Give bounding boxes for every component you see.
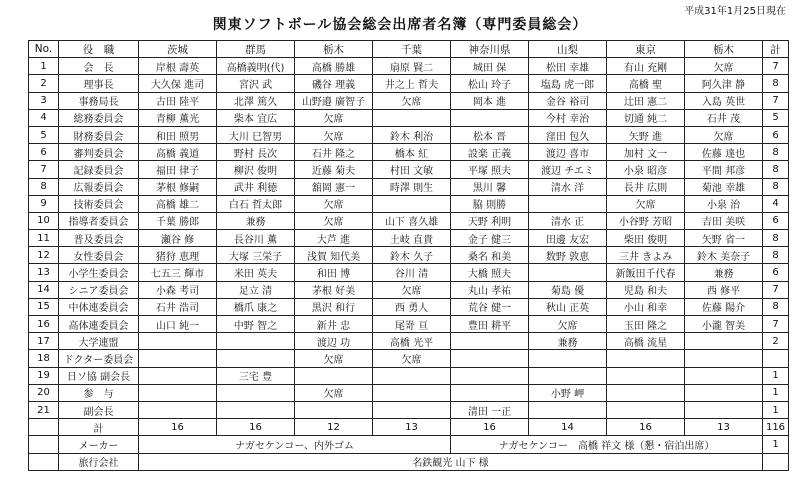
row-number: 18 [29, 350, 59, 367]
table-row [29, 109, 789, 126]
name-cell: 有山 充剛 [607, 58, 685, 75]
table-row [29, 126, 789, 143]
name-cell: 近藤 菊夫 [295, 161, 373, 178]
role-cell: 技術委員会 [59, 195, 139, 212]
name-cell: 茅根 修嗣 [139, 178, 217, 195]
sum-label: 計 [59, 419, 139, 436]
header-cell: 神奈川県 [451, 41, 529, 58]
name-cell: 時澤 則生 [373, 178, 451, 195]
name-cell [217, 350, 295, 367]
role-cell: 審判委員会 [59, 144, 139, 161]
name-cell [139, 367, 217, 384]
name-cell: 阿久津 静 [685, 75, 763, 92]
name-cell: 天野 利明 [451, 212, 529, 229]
name-cell [685, 384, 763, 401]
name-cell: 大橋 照夫 [451, 264, 529, 281]
name-cell: 村田 文敏 [373, 161, 451, 178]
name-cell: 兼務 [529, 333, 607, 350]
maker-left: ナガセケンコー、内外ゴム [139, 436, 451, 453]
name-cell: 金谷 裕司 [529, 92, 607, 109]
header-cell: 計 [763, 41, 789, 58]
table-row [29, 281, 789, 298]
name-cell [451, 333, 529, 350]
name-cell: 橋本 紅 [373, 144, 451, 161]
name-cell: 欠席 [529, 316, 607, 333]
name-cell: 山口 純一 [139, 316, 217, 333]
name-cell [529, 195, 607, 212]
table-row [29, 401, 789, 418]
name-cell [139, 384, 217, 401]
name-cell: 高橋 流星 [607, 333, 685, 350]
row-total: 8 [763, 230, 789, 247]
table-row [29, 264, 789, 281]
table-row [29, 92, 789, 109]
name-cell [217, 384, 295, 401]
name-cell: 黒川 馨 [451, 178, 529, 195]
name-cell: 高橋 勝雄 [295, 58, 373, 75]
table-row [29, 75, 789, 92]
name-cell: 渡辺 喜市 [529, 144, 607, 161]
role-cell: 記録委員会 [59, 161, 139, 178]
name-cell [685, 333, 763, 350]
row-total: 6 [763, 212, 789, 229]
header-row [29, 41, 789, 58]
name-cell [373, 109, 451, 126]
table-row [29, 316, 789, 333]
name-cell [217, 333, 295, 350]
name-cell: 豊田 耕平 [451, 316, 529, 333]
row-total: 6 [763, 126, 789, 143]
name-cell: 清田 一正 [451, 401, 529, 418]
travel-total [763, 453, 789, 470]
row-total: 5 [763, 109, 789, 126]
name-cell: 玉田 隆之 [607, 316, 685, 333]
name-cell [607, 350, 685, 367]
row-number: 3 [29, 92, 59, 109]
row-number: 13 [29, 264, 59, 281]
row-number: 10 [29, 212, 59, 229]
name-cell: 和田 博 [295, 264, 373, 281]
row-number: 6 [29, 144, 59, 161]
name-cell: 切通 純二 [607, 109, 685, 126]
name-cell: 桑名 和美 [451, 247, 529, 264]
name-cell [529, 264, 607, 281]
row-number: 15 [29, 298, 59, 315]
row-number: 11 [29, 230, 59, 247]
sum-cell: 16 [217, 419, 295, 436]
name-cell: 佐藤 達也 [685, 144, 763, 161]
name-cell: 高橋 聖 [607, 75, 685, 92]
name-cell [373, 401, 451, 418]
name-cell: 浅賀 知代美 [295, 247, 373, 264]
name-cell [451, 350, 529, 367]
name-cell: 児島 和夫 [607, 281, 685, 298]
name-cell: 大芦 進 [295, 230, 373, 247]
name-cell: 長井 広則 [607, 178, 685, 195]
name-cell: 石井 浩司 [139, 298, 217, 315]
table-row [29, 367, 789, 384]
name-cell: 設楽 正義 [451, 144, 529, 161]
row-total: 1 [763, 367, 789, 384]
name-cell: 柴本 宜広 [217, 109, 295, 126]
name-cell: 加村 文一 [607, 144, 685, 161]
header-cell: 栃木 [295, 41, 373, 58]
name-cell: 大久保 進司 [139, 75, 217, 92]
table-row [29, 58, 789, 75]
attendee-table [28, 40, 789, 471]
name-cell: 平間 邦彦 [685, 161, 763, 178]
table-row [29, 350, 789, 367]
row-total: 1 [763, 401, 789, 418]
name-cell: 辻田 憲二 [607, 92, 685, 109]
role-cell: 女性委員会 [59, 247, 139, 264]
name-cell: 米田 英夫 [217, 264, 295, 281]
name-cell: 金子 健三 [451, 230, 529, 247]
name-cell: 欠席 [685, 126, 763, 143]
name-cell [373, 367, 451, 384]
name-cell: 茅根 好美 [295, 281, 373, 298]
row-total: 8 [763, 298, 789, 315]
role-cell: 広報委員会 [59, 178, 139, 195]
row-total: 6 [763, 264, 789, 281]
row-total [763, 350, 789, 367]
name-cell: 白石 哲太郎 [217, 195, 295, 212]
name-cell [607, 384, 685, 401]
name-cell: 山下 喜久雄 [373, 212, 451, 229]
name-cell: 新井 忠 [295, 316, 373, 333]
row-number: 1 [29, 58, 59, 75]
name-cell: 矢野 省一 [685, 230, 763, 247]
table-row [29, 384, 789, 401]
name-cell: 兼務 [217, 212, 295, 229]
name-cell: 磯谷 理義 [295, 75, 373, 92]
name-cell: 石井 茂 [685, 109, 763, 126]
table-row [29, 298, 789, 315]
name-cell: 塩島 虎一郎 [529, 75, 607, 92]
table-row [29, 212, 789, 229]
travel-value: 名鉄観光 山下 様 [139, 453, 763, 470]
role-cell: 会 長 [59, 58, 139, 75]
table-row [29, 195, 789, 212]
role-cell: 小学生委員会 [59, 264, 139, 281]
document-date: 平成31年1月25日現在 [684, 6, 786, 17]
name-cell: 欠席 [373, 92, 451, 109]
role-cell: 指導者委員会 [59, 212, 139, 229]
row-total: 8 [763, 247, 789, 264]
name-cell [139, 350, 217, 367]
name-cell: 清水 正 [529, 212, 607, 229]
role-cell: 参 与 [59, 384, 139, 401]
maker-label: メーカー [59, 436, 139, 453]
name-cell: 田邊 友宏 [529, 230, 607, 247]
name-cell: 欠席 [685, 58, 763, 75]
sum-cell: 16 [451, 419, 529, 436]
sum-cell: 13 [373, 419, 451, 436]
name-cell: 中野 智之 [217, 316, 295, 333]
name-cell: 足立 清 [217, 281, 295, 298]
name-cell: 猪狩 恵理 [139, 247, 217, 264]
name-cell [451, 384, 529, 401]
name-cell: 丸山 孝祐 [451, 281, 529, 298]
row-number: 20 [29, 384, 59, 401]
row-number: 21 [29, 401, 59, 418]
header-cell: 山梨 [529, 41, 607, 58]
name-cell: 小谷野 芳昭 [607, 212, 685, 229]
row-total: 8 [763, 75, 789, 92]
sum-spacer [29, 419, 59, 436]
name-cell: 大川 巳智男 [217, 126, 295, 143]
table-row [29, 230, 789, 247]
name-cell [295, 367, 373, 384]
name-cell: 尾嵜 亘 [373, 316, 451, 333]
row-total: 2 [763, 333, 789, 350]
table-row [29, 333, 789, 350]
name-cell: 菊島 優 [529, 281, 607, 298]
role-cell: 日ソ協 副会長 [59, 367, 139, 384]
name-cell: 井之上 哲夫 [373, 75, 451, 92]
name-cell: 谷川 清 [373, 264, 451, 281]
row-total: 1 [763, 384, 789, 401]
name-cell: 野村 長次 [217, 144, 295, 161]
name-cell: 西 勇人 [373, 298, 451, 315]
name-cell: 高橋義明(代) [217, 58, 295, 75]
row-number: 5 [29, 126, 59, 143]
name-cell: 三井 きよみ [607, 247, 685, 264]
name-cell: 欠席 [295, 126, 373, 143]
name-cell: 岸根 壽英 [139, 58, 217, 75]
role-cell: 高体連委員会 [59, 316, 139, 333]
name-cell [685, 350, 763, 367]
name-cell: 城田 保 [451, 58, 529, 75]
name-cell: 西 修平 [685, 281, 763, 298]
name-cell: 清水 洋 [529, 178, 607, 195]
table-row [29, 161, 789, 178]
name-cell: 欠席 [295, 212, 373, 229]
name-cell: 黒沢 和行 [295, 298, 373, 315]
name-cell: 古田 陸平 [139, 92, 217, 109]
name-cell: 石井 隆之 [295, 144, 373, 161]
name-cell: 柳沢 俊明 [217, 161, 295, 178]
name-cell: 柴田 俊明 [607, 230, 685, 247]
role-cell: 副会長 [59, 401, 139, 418]
name-cell [295, 401, 373, 418]
name-cell: 矢野 進 [607, 126, 685, 143]
name-cell: 平塚 照夫 [451, 161, 529, 178]
travel-row [29, 453, 789, 470]
name-cell [685, 367, 763, 384]
maker-right: ナガセケンコー 高橋 祥文 様（懇・宿泊出席） [451, 436, 763, 453]
header-cell: No. [29, 41, 59, 58]
name-cell: 山野邉 廣智子 [295, 92, 373, 109]
name-cell: 渡辺 チエミ [529, 161, 607, 178]
name-cell [529, 350, 607, 367]
name-cell [685, 401, 763, 418]
name-cell: 三宅 豊 [217, 367, 295, 384]
row-total: 7 [763, 92, 789, 109]
row-number: 9 [29, 195, 59, 212]
name-cell: 岡本 進 [451, 92, 529, 109]
name-cell: 欠席 [295, 350, 373, 367]
name-cell [607, 367, 685, 384]
role-cell: 総務委員会 [59, 109, 139, 126]
header-cell: 群馬 [217, 41, 295, 58]
role-cell: シニア委員会 [59, 281, 139, 298]
name-cell: 数野 敦恵 [529, 247, 607, 264]
name-cell: 福田 律子 [139, 161, 217, 178]
name-cell: 脇 則勝 [451, 195, 529, 212]
name-cell: 武井 利徳 [217, 178, 295, 195]
row-number: 14 [29, 281, 59, 298]
name-cell: 渡辺 功 [295, 333, 373, 350]
name-cell: 欠席 [373, 350, 451, 367]
name-cell: 大塚 三栄子 [217, 247, 295, 264]
row-total: 8 [763, 161, 789, 178]
name-cell [373, 195, 451, 212]
name-cell: 高橋 雄二 [139, 195, 217, 212]
sum-cell: 14 [529, 419, 607, 436]
name-cell: 鈴木 久子 [373, 247, 451, 264]
row-total: 7 [763, 58, 789, 75]
name-cell: 菊池 幸雄 [685, 178, 763, 195]
role-cell: ドクター委員会 [59, 350, 139, 367]
name-cell [451, 367, 529, 384]
name-cell: 入島 英世 [685, 92, 763, 109]
role-cell: 大学連盟 [59, 333, 139, 350]
role-cell: 理事長 [59, 75, 139, 92]
document-title: 関東ソフトボール協会総会出席者名簿（専門委員総会） [212, 17, 588, 33]
row-total: 7 [763, 281, 789, 298]
maker-total: 1 [763, 436, 789, 453]
name-cell: 兼務 [685, 264, 763, 281]
name-cell: 吉田 美咲 [685, 212, 763, 229]
travel-label: 旅行会社 [59, 453, 139, 470]
table-row [29, 247, 789, 264]
name-cell: 青柳 薫光 [139, 109, 217, 126]
table-row [29, 178, 789, 195]
name-cell: 荒谷 健一 [451, 298, 529, 315]
name-cell [139, 401, 217, 418]
name-cell: 新飯田千代春 [607, 264, 685, 281]
row-total: 7 [763, 316, 789, 333]
name-cell: 七五三 輝市 [139, 264, 217, 281]
name-cell: 橋爪 康之 [217, 298, 295, 315]
name-cell: 欠席 [295, 384, 373, 401]
name-cell [607, 401, 685, 418]
header-cell: 栃木 [685, 41, 763, 58]
sum-cell: 13 [685, 419, 763, 436]
role-cell: 普及委員会 [59, 230, 139, 247]
name-cell: 小山 和幸 [607, 298, 685, 315]
name-cell: 小泉 昭彦 [607, 161, 685, 178]
name-cell: 今村 幸治 [529, 109, 607, 126]
name-cell: 宮沢 武 [217, 75, 295, 92]
name-cell: 小森 考司 [139, 281, 217, 298]
name-cell: 小瀧 智美 [685, 316, 763, 333]
name-cell: 長谷川 薫 [217, 230, 295, 247]
name-cell: 佐藤 陽介 [685, 298, 763, 315]
row-number: 19 [29, 367, 59, 384]
row-number: 12 [29, 247, 59, 264]
row-number: 7 [29, 161, 59, 178]
name-cell: 窪田 包久 [529, 126, 607, 143]
sum-cell: 16 [607, 419, 685, 436]
name-cell: 松本 晋 [451, 126, 529, 143]
row-total: 8 [763, 144, 789, 161]
name-cell: 和田 照男 [139, 126, 217, 143]
sum-total: 116 [763, 419, 789, 436]
name-cell [451, 109, 529, 126]
name-cell: 鈴木 利治 [373, 126, 451, 143]
maker-row [29, 436, 789, 453]
row-total: 4 [763, 195, 789, 212]
table-row [29, 144, 789, 161]
name-cell: 鈴木 美奈子 [685, 247, 763, 264]
name-cell: 小泉 治 [685, 195, 763, 212]
name-cell: 土岐 直貴 [373, 230, 451, 247]
header-cell: 東京 [607, 41, 685, 58]
name-cell [529, 367, 607, 384]
role-cell: 財務委員会 [59, 126, 139, 143]
name-cell: 欠席 [295, 109, 373, 126]
sum-row [29, 419, 789, 436]
name-cell: 欠席 [295, 195, 373, 212]
name-cell: 欠席 [373, 281, 451, 298]
travel-spacer [29, 453, 59, 470]
row-number: 16 [29, 316, 59, 333]
name-cell: 高橋 光平 [373, 333, 451, 350]
maker-spacer [29, 436, 59, 453]
name-cell: 扇原 賢二 [373, 58, 451, 75]
name-cell [373, 384, 451, 401]
name-cell: 北澤 篤久 [217, 92, 295, 109]
sum-cell: 12 [295, 419, 373, 436]
name-cell: 舘岡 憲一 [295, 178, 373, 195]
name-cell: 瀬谷 修 [139, 230, 217, 247]
name-cell: 松山 玲子 [451, 75, 529, 92]
name-cell: 松田 幸雄 [529, 58, 607, 75]
name-cell: 小野 岬 [529, 384, 607, 401]
row-total: 8 [763, 178, 789, 195]
name-cell: 千葉 勝郎 [139, 212, 217, 229]
header-cell: 千葉 [373, 41, 451, 58]
role-cell: 事務局長 [59, 92, 139, 109]
name-cell [529, 401, 607, 418]
row-number: 4 [29, 109, 59, 126]
name-cell [217, 401, 295, 418]
name-cell: 秋山 正英 [529, 298, 607, 315]
row-number: 8 [29, 178, 59, 195]
header-cell: 茨城 [139, 41, 217, 58]
name-cell: 欠席 [607, 195, 685, 212]
row-number: 2 [29, 75, 59, 92]
row-number: 17 [29, 333, 59, 350]
role-cell: 中体連委員会 [59, 298, 139, 315]
header-cell: 役 職 [59, 41, 139, 58]
name-cell [139, 333, 217, 350]
name-cell: 高橋 義道 [139, 144, 217, 161]
sum-cell: 16 [139, 419, 217, 436]
